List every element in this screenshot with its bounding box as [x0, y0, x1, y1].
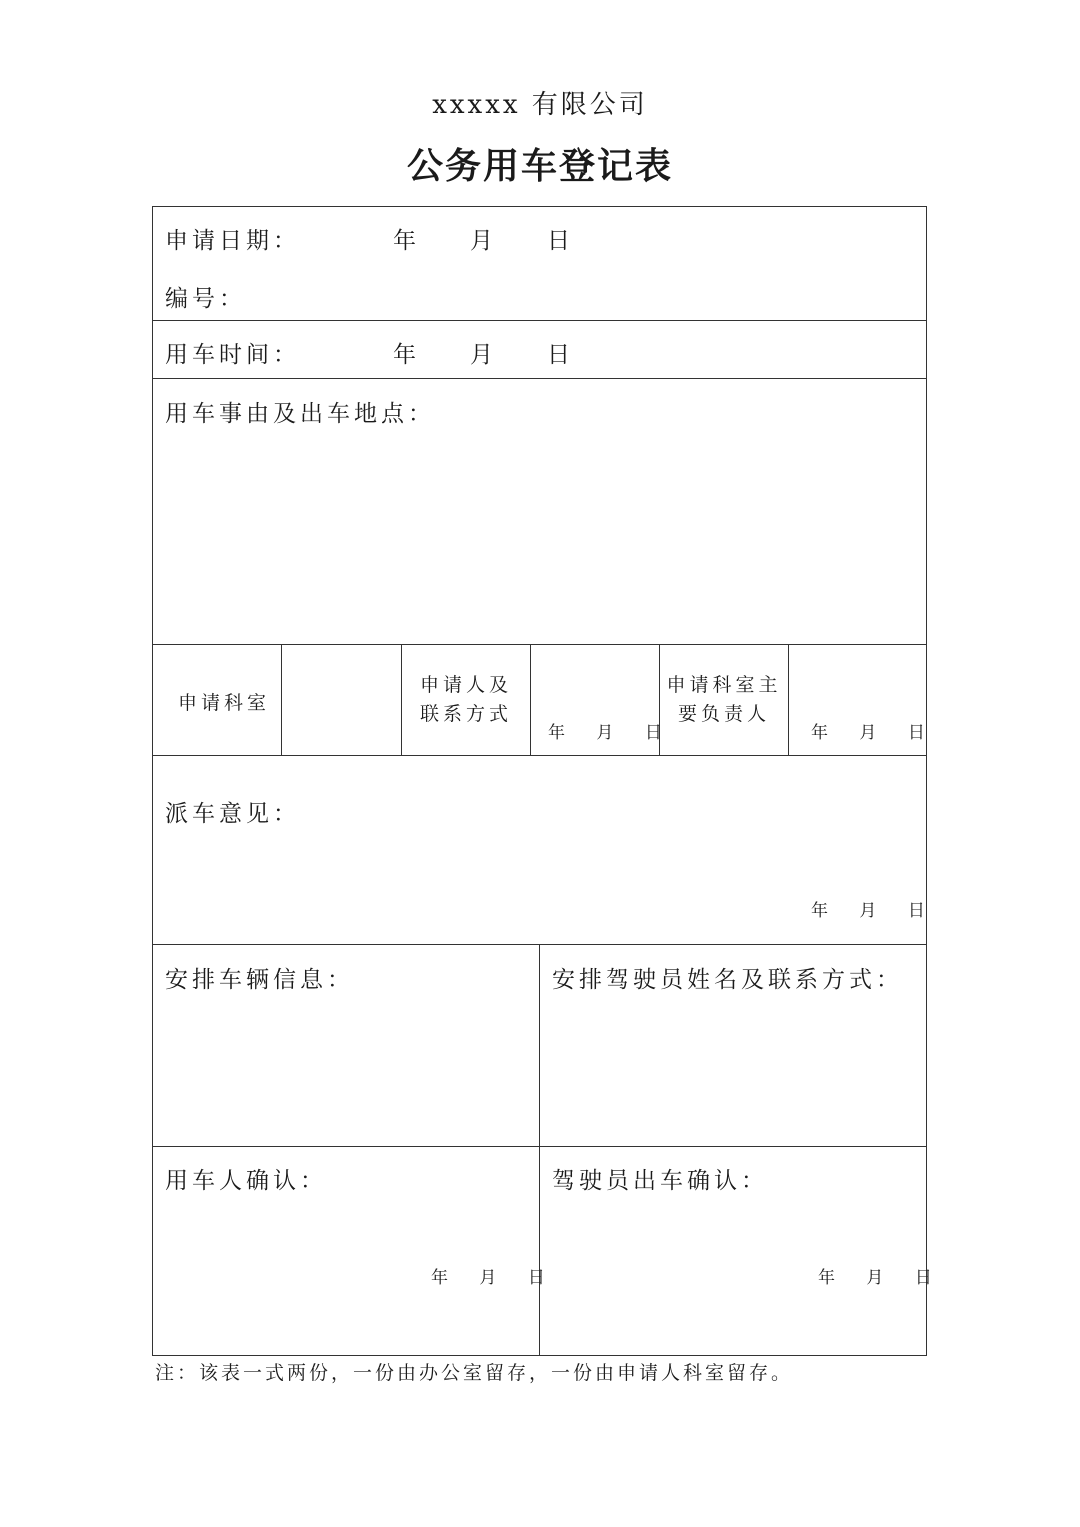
user-confirm-date-year: 年: [431, 1268, 448, 1288]
apply-date-year: 年: [393, 228, 420, 254]
dept-label: 申请科室: [178, 692, 271, 714]
col-divider: [539, 944, 540, 1356]
driver-confirm-date-year: 年: [818, 1268, 835, 1288]
dispatch-label: 派车意见：: [165, 801, 300, 827]
dept-head-date-day: 日: [907, 723, 925, 743]
dept-head-date-month: 月: [859, 723, 877, 743]
dispatch-date-day: 日: [907, 901, 925, 921]
applicant-label-line1: 申请人及: [419, 674, 512, 696]
use-time-label: 用车时间：: [165, 342, 300, 368]
dept-head-date-year: 年: [811, 723, 828, 743]
row-divider: [152, 378, 927, 379]
user-confirm-label: 用车人确认：: [165, 1168, 327, 1194]
applicant-label-line2: 联系方式: [419, 703, 512, 725]
dispatch-date-year: 年: [811, 901, 828, 921]
applicant-date-year: 年: [548, 723, 565, 743]
form-title: 公务用车登记表: [406, 146, 673, 187]
apply-date-month: 月: [470, 228, 497, 254]
row-divider: [152, 755, 927, 756]
applicant-date-day: 日: [644, 723, 662, 743]
row-divider: [152, 320, 927, 321]
dispatch-date: [811, 896, 925, 921]
user-confirm-date-day: 日: [527, 1268, 545, 1288]
vehicle-info-label: 安排车辆信息：: [165, 967, 354, 993]
driver-confirm-label: 驾驶员出车确认：: [552, 1168, 768, 1194]
use-time-month: 月: [470, 342, 497, 368]
dept-head-label-line1: 申请科室主: [666, 674, 782, 696]
use-time-year: 年: [393, 342, 420, 368]
driver-confirm-date-month: 月: [866, 1268, 884, 1288]
apply-date-day: 日: [547, 228, 574, 254]
dept-head-date: [811, 718, 925, 743]
dept-head-label: [659, 671, 789, 729]
use-time-day: 日: [547, 342, 574, 368]
footer-note: 注：该表一式两份，一份由办公室留存，一份由申请人科室留存。: [155, 1362, 794, 1384]
applicant-label: [401, 671, 531, 729]
number-label: 编号：: [165, 286, 246, 312]
col-divider: [281, 644, 282, 755]
dispatch-date-month: 月: [859, 901, 877, 921]
driver-confirm-date-day: 日: [914, 1268, 932, 1288]
driver-info-label: 安排驾驶员姓名及联系方式：: [552, 967, 903, 993]
row-divider: [152, 644, 927, 645]
dept-head-label-line2: 要负责人: [677, 703, 770, 725]
company-name: xxxxx 有限公司: [432, 90, 648, 120]
driver-confirm-date: [818, 1263, 932, 1288]
apply-date-label: 申请日期：: [165, 228, 300, 254]
user-confirm-date: [431, 1263, 545, 1288]
reason-label: 用车事由及出车地点：: [165, 401, 435, 427]
applicant-date: [548, 718, 662, 743]
applicant-date-month: 月: [596, 723, 614, 743]
user-confirm-date-month: 月: [479, 1268, 497, 1288]
